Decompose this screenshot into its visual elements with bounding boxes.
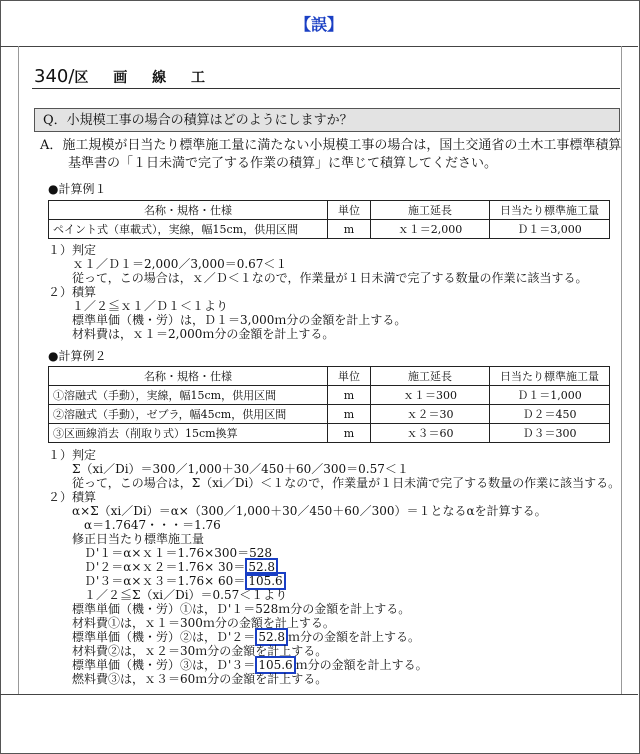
section-rule bbox=[32, 88, 620, 89]
table-header: 単位 bbox=[328, 367, 371, 386]
table-header: 単位 bbox=[328, 201, 371, 220]
formula-text: 標準単価（機・労）②は，Ｄ'２＝ bbox=[72, 630, 256, 644]
text-line: 燃料費③は，ｘ３＝60ｍ分の金額を計上する。 bbox=[72, 672, 328, 686]
text-line: 修正日当たり標準施工量 bbox=[72, 532, 205, 546]
answer-line: A．施工規模が日当たり標準施工量に満たない小規模工事の場合は，国土交通省の土木工事標準積算 bbox=[40, 138, 622, 153]
text-line bbox=[72, 658, 428, 672]
text-line: 従って，この場合は，ｘ／Ｄ＜１なので，作業量が１日未満で完了する数量の作業に該当する。 bbox=[72, 271, 588, 285]
highlighted-value: 52.8 bbox=[255, 628, 288, 646]
table-cell: ①溶融式（手動），実線，幅15cm，供用区間 bbox=[49, 386, 328, 405]
table-row bbox=[49, 424, 610, 443]
table-cell: m bbox=[328, 220, 371, 239]
table-row bbox=[49, 386, 610, 405]
section-heading bbox=[34, 66, 215, 87]
example-title: ●計算例１ bbox=[48, 182, 107, 196]
table-cell: Ｄ２＝450 bbox=[490, 405, 610, 424]
text-line: 材料費①は，ｘ１＝300ｍ分の金額を計上する。 bbox=[72, 616, 335, 630]
errata-title: 【誤】 bbox=[294, 15, 343, 34]
table-header-row bbox=[49, 201, 610, 220]
table-cell: ｘ１＝2,000 bbox=[371, 220, 490, 239]
example1-table bbox=[48, 200, 610, 239]
table-row bbox=[49, 405, 610, 424]
text-line bbox=[84, 574, 286, 588]
table-row bbox=[49, 220, 610, 239]
section-name: 区 画 線 工 bbox=[74, 70, 216, 86]
formula-text: Ｄ'３＝α×ｘ３＝1.76× 60＝ bbox=[84, 574, 246, 588]
header-band bbox=[0, 0, 638, 47]
table-header: 日当たり標準施工量 bbox=[490, 201, 610, 220]
formula-text: ｍ分の金額を計上する。 bbox=[295, 658, 428, 672]
table-header: 施工延長 bbox=[371, 367, 490, 386]
text-line: 材料費は，ｘ１＝2,000ｍ分の金額を計上する。 bbox=[72, 327, 335, 341]
table-header: 名称・規格・仕様 bbox=[49, 367, 328, 386]
text-line: α×Σ（xi／Di）＝α×（300／1,000＋30／450＋60／300）＝１となるαを計算する。 bbox=[72, 504, 547, 518]
question-box: Q．小規模工事の場合の積算はどのようにしますか？ bbox=[34, 108, 620, 132]
highlighted-value: 52.8 bbox=[245, 558, 278, 576]
bottom-divider bbox=[0, 694, 638, 695]
table-cell: ②溶融式（手動），ゼブラ，幅45cm，供用区間 bbox=[49, 405, 328, 424]
table-header: 日当たり標準施工量 bbox=[490, 367, 610, 386]
text-line: 材料費②は，ｘ２＝30ｍ分の金額を計上する。 bbox=[72, 644, 328, 658]
table-cell: ｘ２＝30 bbox=[371, 405, 490, 424]
text-line: Σ（xi／Di）＝300／1,000＋30／450＋60／300＝0.57＜１ bbox=[72, 462, 409, 476]
table-cell: ｘ３＝60 bbox=[371, 424, 490, 443]
text-line: 標準単価（機・労）は，Ｄ１＝3,000ｍ分の金額を計上する。 bbox=[72, 313, 407, 327]
table-cell: Ｄ１＝1,000 bbox=[490, 386, 610, 405]
example2-table bbox=[48, 366, 610, 443]
formula-text: ｍ分の金額を計上する。 bbox=[288, 630, 421, 644]
table-cell: Ｄ３＝300 bbox=[490, 424, 610, 443]
answer-line: 基準書の「１日未満で完了する作業の積算」に準じて積算してください。 bbox=[68, 156, 498, 171]
text-line bbox=[72, 630, 420, 644]
text-line: １）判定 bbox=[48, 243, 97, 257]
text-line: 従って，この場合は，Σ（xi／Di）＜１なので，作業量が１日未満で完了する数量の作業に該当する。 bbox=[72, 476, 621, 490]
table-cell: ペイント式（車載式），実線，幅15cm，供用区間 bbox=[49, 220, 328, 239]
text-line: Ｄ'１＝α×ｘ１＝1.76×300＝528 bbox=[84, 546, 273, 560]
section-number: 340/ bbox=[34, 66, 75, 87]
text-line: １／２≦Σ（xi／Di）＝0.57＜１より bbox=[84, 588, 288, 602]
table-header: 名称・規格・仕様 bbox=[49, 201, 328, 220]
table-cell: m bbox=[328, 386, 371, 405]
text-line: 標準単価（機・労）①は，Ｄ'１＝528ｍ分の金額を計上する。 bbox=[72, 602, 411, 616]
table-header-row bbox=[49, 367, 610, 386]
formula-text: 標準単価（機・労）③は，Ｄ'３＝ bbox=[72, 658, 256, 672]
table-cell: ｘ１＝300 bbox=[371, 386, 490, 405]
table-cell: m bbox=[328, 424, 371, 443]
example-title: ●計算例２ bbox=[48, 349, 107, 363]
table-cell: Ｄ１＝3,000 bbox=[490, 220, 610, 239]
text-line: α＝1.7647・・・＝1.76 bbox=[84, 518, 221, 532]
table-cell: ③区画線消去（削取り式）15cm換算 bbox=[49, 424, 328, 443]
highlighted-value: 105.6 bbox=[245, 572, 285, 590]
table-header: 施工延長 bbox=[371, 201, 490, 220]
text-line: ２）積算 bbox=[48, 285, 97, 299]
text-line: ２）積算 bbox=[48, 490, 97, 504]
text-line: １）判定 bbox=[48, 448, 97, 462]
text-line: ｘ１／Ｄ１＝2,000／3,000＝0.67＜１ bbox=[72, 257, 288, 271]
table-cell: m bbox=[328, 405, 371, 424]
formula-text: Ｄ'２＝α×ｘ２＝1.76× 30＝ bbox=[84, 560, 246, 574]
text-line: １／２≦ｘ１／Ｄ１＜１より bbox=[72, 299, 229, 313]
highlighted-value: 105.6 bbox=[255, 656, 295, 674]
